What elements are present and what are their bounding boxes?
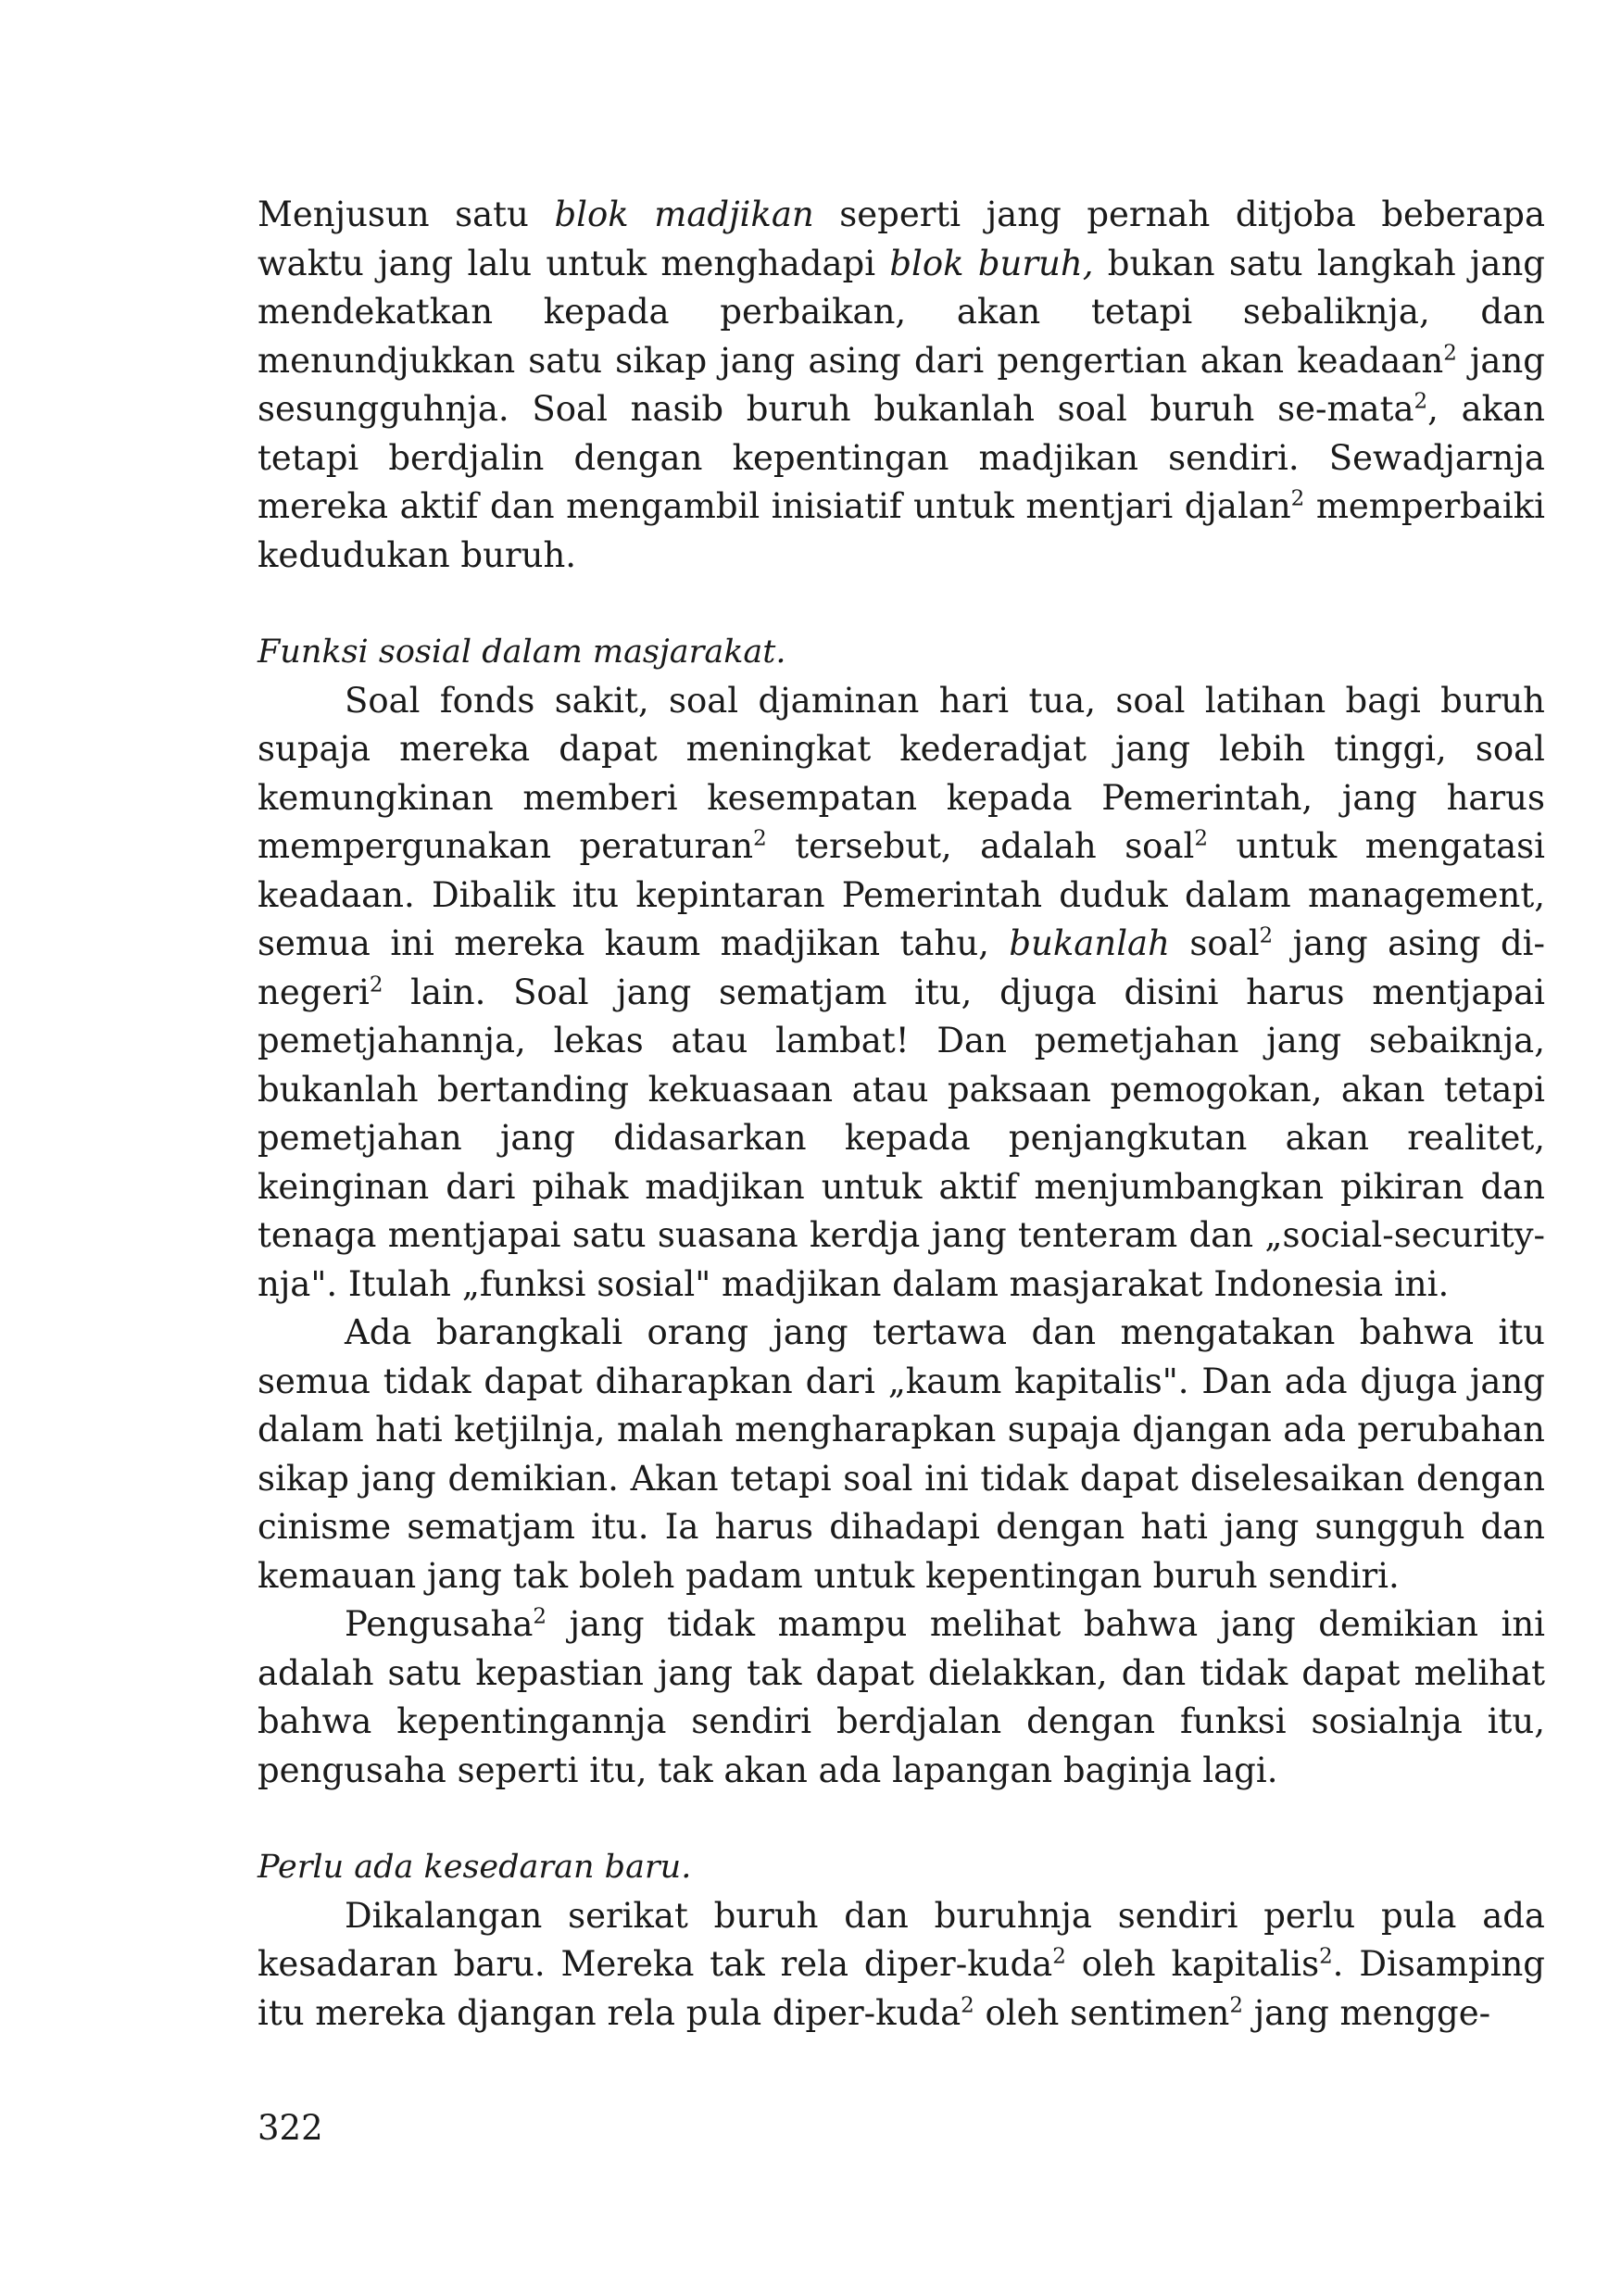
section-heading-funksi-sosial: Funksi sosial dalam masjarakat.	[258, 634, 786, 671]
paragraph-kesedaran-baru: Dikalangan serikat buruh dan buruhnja sendiri perlu pula ada kesadaran baru. Mereka tak rela diper-kuda$^2$ oleh kapitalis$^2$. Disamping itu mereka djangan rela pula diper-kuda$^2$ oleh sentimen$^2$ jang mengge-	[258, 1895, 1545, 2033]
page-number: 322	[258, 2108, 323, 2148]
paragraph-pengusaha: Pengusaha$^2$ jang tidak mampu melihat bahwa jang demikian ini adalah satu kepastian jang tak dapat dielakkan, dan tidak dapat melihat bahwa kepentingannja sendiri berdjalan dengan funksi sosialnja itu, pengusaha seperti itu, tak akan ada lapangan baginja lagi.	[258, 1604, 1545, 1790]
paragraph-intro: Menjusun satu blok madjikan seperti jang pernah ditjoba beberapa waktu jang lalu untuk menghadapi blok buruh, bukan satu langkah jang mendekatkan kepada perbaikan, akan tetapi sebaliknja, dan menundjukkan satu sikap jang asing dari pengertian akan keadaan$^2$ jang sesungguhnja. Soal nasib buruh bukanlah soal buruh se-mata$^2$, akan tetapi berdjalin dengan kepentingan madjikan sendiri. Sewadjarnja mereka aktif dan mengambil inisiatif untuk mentjari djalan$^2$ memperbaiki kedudukan buruh.	[258, 194, 1546, 575]
spacer	[258, 1795, 1545, 1843]
spacer	[258, 580, 1545, 628]
paragraph-funksi-sosial: Soal fonds sakit, soal djaminan hari tua, soal latihan bagi buruh supaja mereka dapat meningkat kederadjat jang lebih tinggi, soal kemungkinan memberi kesempatan kepada Pemerintah, jang harus mempergunakan peraturan$^2$ tersebut, adalah soal$^2$ untuk mengatasi keadaan. Dibalik itu kepintaran Pemerintah duduk dalam management, semua ini mereka kaum madjikan tahu, bukanlah soal$^2$ jang asing di-negeri$^2$ lain. Soal jang sematjam itu, djuga disini harus mentjapai pemetjahannja, lekas atau lambat! Dan pemetjahan jang sebaiknja, bukanlah bertanding kekuasaan atau paksaan pemogokan, akan tetapi pemetjahan jang didasarkan kepada penjangkutan akan realitet, keinginan dari pihak madjikan untuk aktif menjumbangkan pikiran dan tenaga mentjapai satu suasana kerdja jang tenteram dan „social-security-nja". Itulah „funksi sosial" madjikan dalam masjarakat Indonesia ini.	[258, 680, 1546, 1304]
section-heading-kesedaran-baru: Perlu ada kesedaran baru.	[258, 1849, 692, 1886]
page-body	[258, 191, 1545, 2038]
paragraph-kaum-kapitalis: Ada barangkali orang jang tertawa dan mengatakan bahwa itu semua tidak dapat diharapkan dari „kaum kapitalis". Dan ada djuga jang dalam hati ketjilnja, malah mengharapkan supaja djangan ada perubahan sikap jang demikian. Akan tetapi soal ini tidak dapat diselesaikan dengan cinisme sematjam itu. Ia harus dihadapi dengan hati jang sungguh dan kemauan jang tak boleh padam untuk kepentingan buruh sendiri.	[258, 1312, 1545, 1596]
